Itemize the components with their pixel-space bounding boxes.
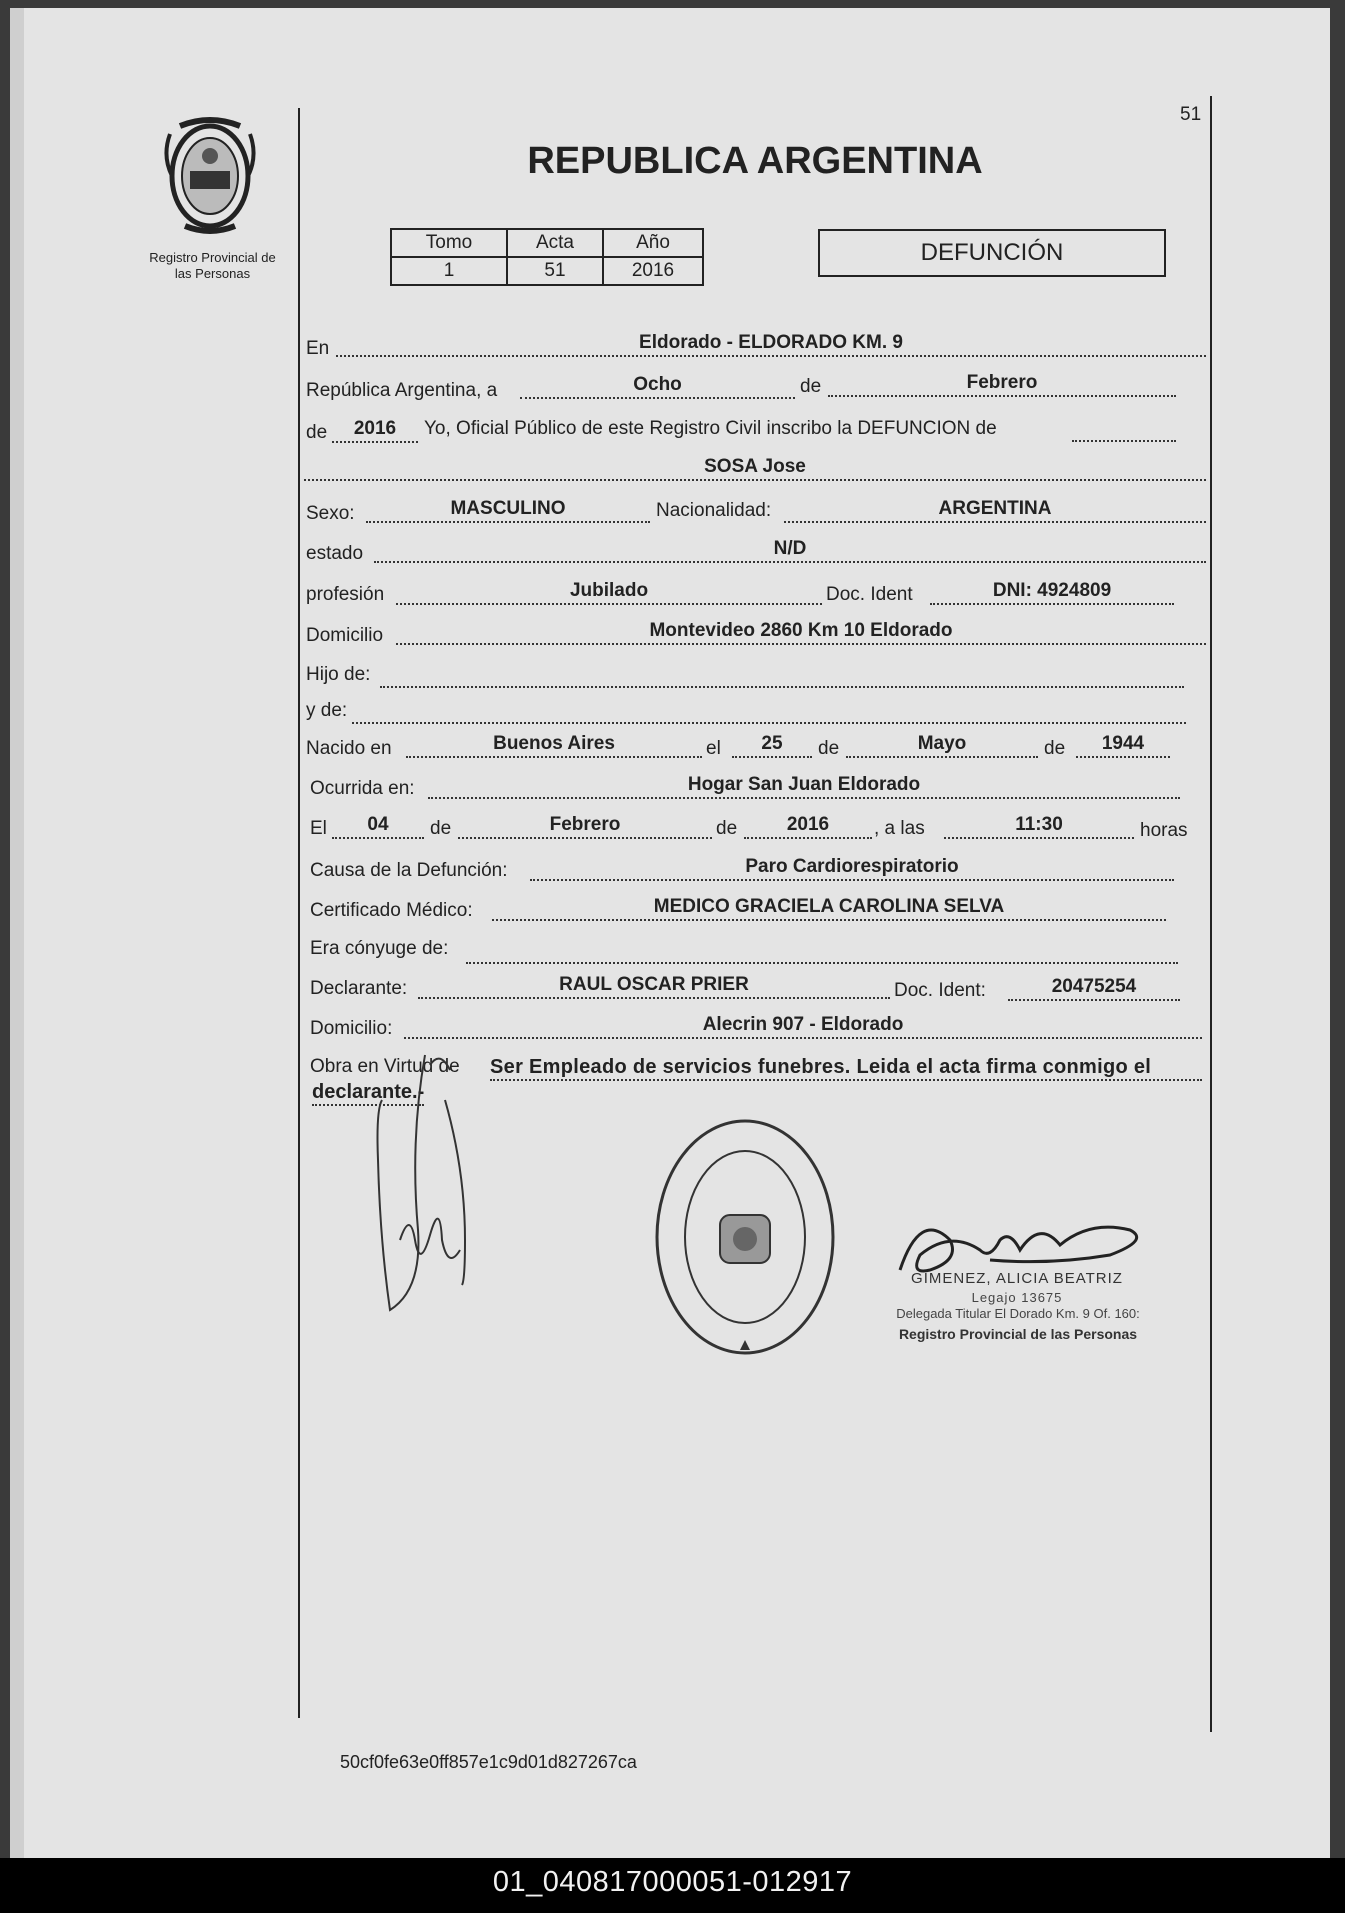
el-cap-label: El	[310, 818, 327, 839]
el-label: el	[706, 738, 721, 759]
obra-value: Ser Empleado de servicios funebres. Leida el acta firma conmigo el	[490, 1056, 1202, 1081]
page-edge-shadow	[10, 8, 24, 1863]
nacionalidad-value: ARGENTINA	[784, 498, 1206, 523]
certificado-label: Certificado Médico:	[310, 900, 473, 921]
ocurrida-value: Hogar San Juan Eldorado	[428, 774, 1180, 799]
yde-label: y de:	[306, 700, 348, 721]
profesion-value: Jubilado	[396, 580, 822, 605]
de-label-1: de	[800, 376, 822, 397]
acta-header: Acta	[507, 229, 603, 257]
inscribe-text: Yo, Oficial Público de este Registro Civil inscribo la DEFUNCION de	[424, 418, 997, 439]
doc-value: DNI: 4924809	[930, 580, 1174, 605]
misiones-coat-of-arms-icon	[160, 116, 260, 236]
obra-label: Obra en Virtud de	[310, 1056, 460, 1077]
file-identifier: 01_040817000051-012917	[492, 1866, 853, 1898]
declarante-value: RAUL OSCAR PRIER	[418, 974, 890, 999]
domicilio2-value: Alecrin 907 - Eldorado	[404, 1014, 1202, 1039]
hijo-dots	[380, 686, 1184, 688]
acta-value: 51	[507, 257, 603, 285]
estado-value: N/D	[374, 538, 1206, 563]
domicilio-value: Montevideo 2860 Km 10 Eldorado	[396, 620, 1206, 645]
causa-label: Causa de la Defunción:	[310, 860, 508, 881]
alas-label: , a las	[874, 818, 925, 839]
document-title: REPUBLICA ARGENTINA	[527, 140, 983, 182]
day-words-value: Ocho	[520, 374, 795, 399]
registry-line-1: Registro Provincial de	[149, 250, 276, 265]
def-mes-value: Febrero	[458, 814, 712, 839]
yde-dots	[352, 722, 1186, 724]
page-number: 51	[1180, 104, 1202, 125]
def-hora-value: 11:30	[944, 814, 1134, 839]
left-margin-line	[298, 108, 300, 1718]
anio-value: 2016	[603, 257, 703, 285]
hijo-label: Hijo de:	[306, 664, 371, 685]
official-legajo: Legajo 13675	[971, 1290, 1063, 1305]
conyuge-label: Era cónyuge de:	[310, 938, 449, 959]
place-value: Eldorado - ELDORADO KM. 9	[336, 332, 1206, 357]
official-name: GIMENEZ, ALICIA BEATRIZ	[911, 1270, 1123, 1287]
nacido-anio-value: 1944	[1076, 733, 1170, 758]
official-registry: Registro Provincial de las Personas	[898, 1326, 1138, 1342]
declarante-label: Declarante:	[310, 978, 408, 999]
registry-stamp-icon	[650, 1115, 840, 1360]
year-value: 2016	[332, 418, 418, 443]
en-label: En	[306, 338, 330, 359]
nacido-label: Nacido en	[306, 738, 392, 759]
sexo-label: Sexo:	[306, 503, 355, 524]
obra-value-cont: declarante.-	[312, 1081, 424, 1106]
tomo-value: 1	[391, 257, 507, 285]
nacido-lugar-value: Buenos Aires	[406, 733, 702, 758]
sexo-value: MASCULINO	[366, 498, 650, 523]
doc-label: Doc. Ident	[826, 584, 913, 605]
de-label-3: de	[818, 738, 840, 759]
ocurrida-label: Ocurrida en:	[310, 778, 415, 799]
republica-label: República Argentina, a	[306, 380, 498, 401]
doc2-label: Doc. Ident:	[894, 980, 986, 1001]
certificado-value: MEDICO GRACIELA CAROLINA SELVA	[492, 896, 1166, 921]
domicilio-label: Domicilio	[306, 625, 384, 646]
doc2-value: 20475254	[1008, 976, 1180, 1001]
document-page	[10, 8, 1330, 1863]
official-cargo: Delegada Titular El Dorado Km. 9 Of. 160:	[896, 1306, 1140, 1321]
month-value: Febrero	[828, 372, 1176, 397]
record-type-box: DEFUNCIÓN	[818, 229, 1166, 277]
de-label-4: de	[1044, 738, 1066, 759]
right-margin-line	[1210, 96, 1212, 1732]
def-dia-value: 04	[332, 814, 424, 839]
causa-value: Paro Cardiorespiratorio	[530, 856, 1174, 881]
def-anio-value: 2016	[744, 814, 872, 839]
document-hash: 50cf0fe63e0ff857e1c9d01d827267ca	[340, 1752, 637, 1772]
record-reference-table	[390, 228, 704, 286]
de-label-2: de	[306, 422, 328, 443]
nacido-dia-value: 25	[732, 733, 812, 758]
de-label-5: de	[430, 818, 452, 839]
deceased-name-value: SOSA Jose	[304, 456, 1206, 481]
registry-line-2: las Personas	[174, 266, 251, 281]
declarant-signature-icon	[370, 1040, 480, 1320]
horas-label: horas	[1140, 820, 1188, 841]
conyuge-dots	[466, 962, 1178, 964]
estado-label: estado	[306, 543, 364, 564]
domicilio2-label: Domicilio:	[310, 1018, 393, 1039]
anio-header: Año	[603, 229, 703, 257]
inscribe-dots	[1072, 440, 1176, 442]
nacido-mes-value: Mayo	[846, 733, 1038, 758]
registry-name	[135, 250, 290, 282]
nacionalidad-label: Nacionalidad:	[656, 500, 772, 521]
tomo-header: Tomo	[391, 229, 507, 257]
profesion-label: profesión	[306, 584, 385, 605]
de-label-6: de	[716, 818, 738, 839]
